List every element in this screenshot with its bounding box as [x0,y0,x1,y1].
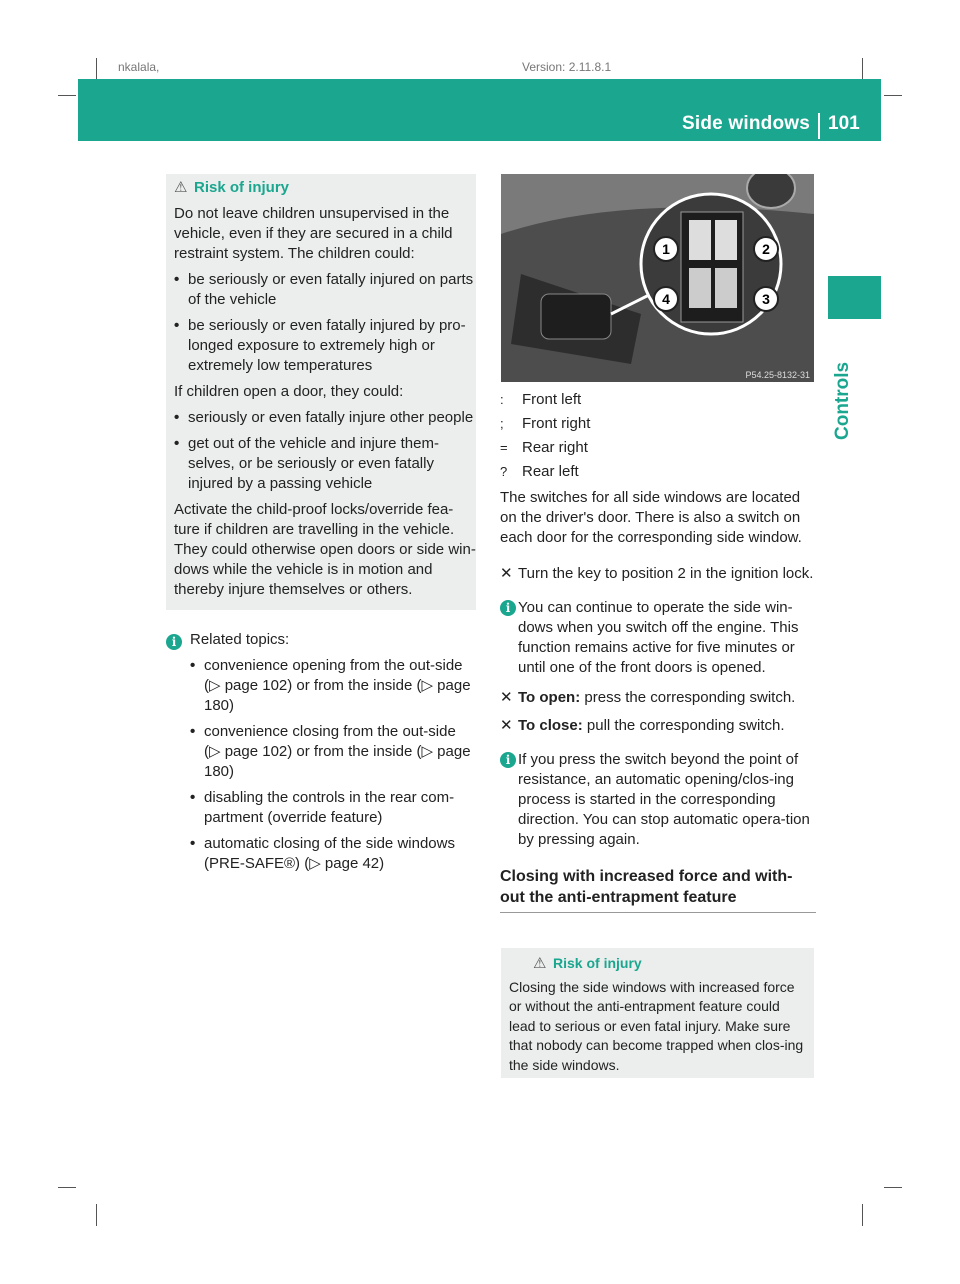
related-item[interactable]: • convenience opening from the out-side (▷ page 102) or from the inside (▷ page 180) [190,656,476,716]
crop-mark [862,58,863,80]
legend-item [500,462,816,482]
legend-item [500,414,816,434]
section-label: Controls [832,361,853,440]
related-topics [166,630,476,874]
warning-triangle-icon: ⚠ [174,179,188,196]
step-arrow-icon: ✕ [500,689,513,706]
legend-text: Front left [522,391,582,408]
warning-bullet: • get out of the vehicle and injure them-selves, or be seriously or even fatally injured by a passing vehicle [174,434,476,494]
right-column [500,390,816,913]
crop-mark [96,58,97,80]
step-item [500,688,816,708]
info-text: If you press the switch beyond the point of resistance, an automatic opening/clos-ing process is started in the corresponding direction. You can stop automatic opera-tion by pressing again. [518,751,810,848]
legend-text: Front right [522,415,591,432]
warning-bullet: • be seriously or even fatally injured on parts of the vehicle [174,270,476,310]
section-tab [828,276,881,319]
info-icon: i [500,600,516,616]
step-item [500,564,816,584]
step-text: pull the corresponding switch. [586,717,785,734]
callout-4: 4 [662,291,670,307]
callout-2: 2 [762,241,770,257]
legend-item [500,438,816,458]
related-item[interactable]: • convenience closing from the out-side (▷ page 102) or from the inside (▷ page 180) [190,722,476,782]
related-item[interactable]: • automatic closing of the side windows (PRE-SAFE®) (▷ page 42) [190,834,476,874]
door-switch-photo [501,174,814,382]
header-divider [818,113,820,139]
warning-intro2: If children open a door, they could: [174,383,404,400]
related-item[interactable]: • disabling the controls in the rear com-partment (override feature) [190,788,476,828]
legend-text: Rear left [522,463,579,480]
callout-3: 3 [762,291,770,307]
warning-bullet: • seriously or even fatally injure other people [174,408,476,428]
crop-mark [58,95,76,96]
door-panel-illustration [501,174,814,382]
warning-triangle-icon: ⚠ [533,955,547,972]
photo-reference: P54.25-8132-31 [745,370,810,380]
step-item [500,716,816,736]
warning-text: Closing the side windows with increased force or without the anti-entrapment feature could lead to serious or even fatal injury. Make sure that nobody can become trapped when clos-ing the side windows. [509,978,804,1073]
warning-closing: Activate the child-proof locks/override fea-ture if children are travelling in the vehicle. They could otherwise open doors or side win-dows while the vehicle is in motion and thereby injure themselves or others. [174,501,476,598]
section-heading: Closing with increased force and with-out the anti-entrapment feature [500,866,816,913]
legend-number: ; [500,416,504,431]
intro-paragraph: The switches for all side windows are located on the driver's door. There is also a switch on each door for the corresponding side window. [500,489,802,546]
step-text: press the corresponding switch. [584,689,796,706]
warning-title: Risk of injury [194,179,290,196]
page-number: 101 [828,113,860,134]
legend-number: : [500,392,504,407]
step-label: To open: [518,689,581,706]
info-icon: i [166,634,182,650]
crop-mark [58,1187,76,1188]
warning-bullet: • be seriously or even fatally injured by pro-longed exposure to extremely high or extremely low temperatures [174,316,476,376]
crop-mark [96,1204,97,1226]
legend-text: Rear right [522,439,588,456]
related-title: Related topics: [190,631,290,648]
info-text: You can continue to operate the side win-dows when you switch off the engine. This function remains active for five minutes or until one of the front doors is opened. [518,599,799,676]
legend-number: = [500,440,508,455]
crop-mark [862,1204,863,1226]
step-label: To close: [518,717,583,734]
callout-1: 1 [662,241,670,257]
step-arrow-icon: ✕ [500,565,513,582]
warning-box [166,174,476,610]
meta-author: nkalala, [118,60,160,74]
legend-number: ? [500,464,508,479]
crop-mark [884,95,902,96]
info-icon: i [500,752,516,768]
warning-intro: Do not leave children unsupervised in the vehicle, even if they are secured in a child restraint system. The children could: [174,205,453,262]
step-text: Turn the key to position 2 in the ignition lock. [518,565,814,582]
warning-box [501,948,814,1078]
legend-item [500,390,816,410]
info-note [500,750,816,850]
warning-title: Risk of injury [553,955,642,971]
info-note [500,598,816,678]
step-arrow-icon: ✕ [500,717,513,734]
crop-mark [884,1187,902,1188]
page-title: Side windows [681,113,810,134]
meta-version: Version: 2.11.8.1 [522,60,612,74]
